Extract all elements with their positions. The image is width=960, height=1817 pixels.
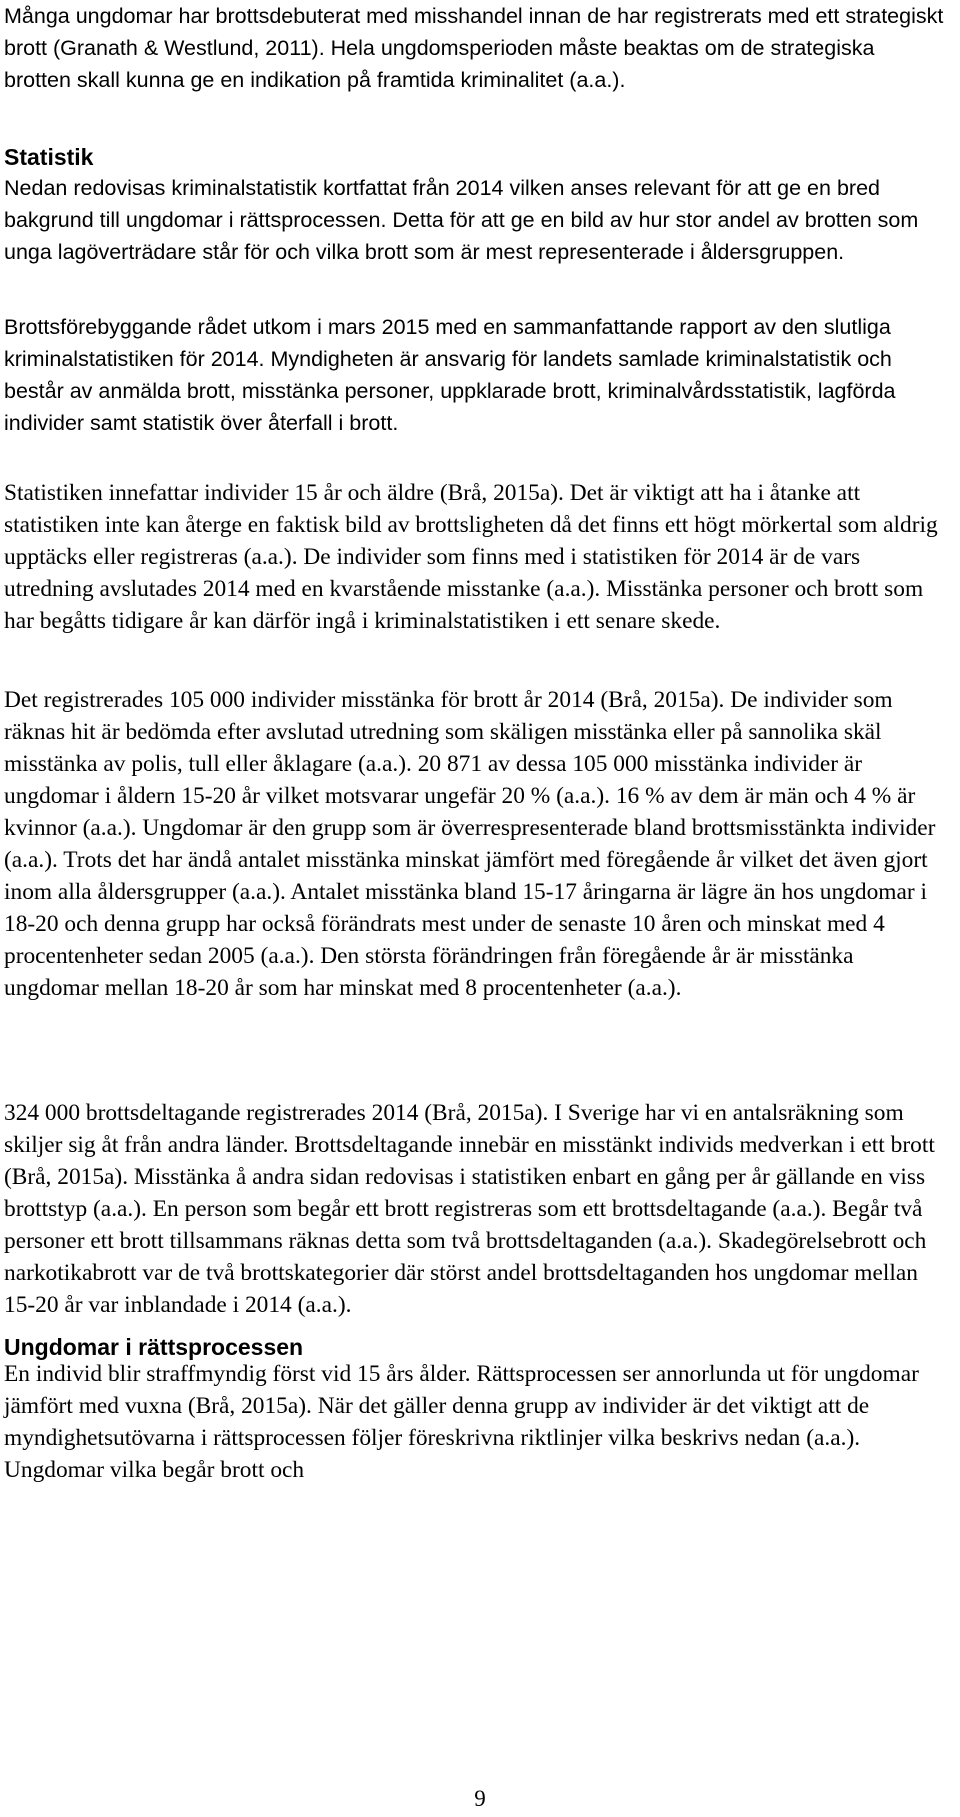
statistik-paragraph-2: Brottsförebyggande rådet utkom i mars 2015 med en sammanfattande rapport av den slutliga kriminalstatistiken för 2014. Myndigheten är ansvarig för landets samlade kriminalstatistik och består av anmälda brott, misstänka personer, uppklarade brott, kriminalvårdsstatistik, lagförda individer samt statistik över återfall i brott. xyxy=(4,315,896,435)
section-heading-statistik: Statistik xyxy=(4,144,94,170)
section-heading-ungdomar: Ungdomar i rättsprocessen xyxy=(4,1334,304,1360)
intro-paragraph: Många ungdomar har brottsdebuterat med misshandel innan de har registrerats med ett strategiskt brott (Granath & Westlund, 2011). Hela ungdomsperioden måste beaktas om de strategiska brotten skall kunna ge en indikation på framtida kriminalitet (a.a.). xyxy=(4,4,944,92)
ungdomar-paragraph-1: En individ blir straffmyndig först vid 15 års ålder. Rättsprocessen ser annorlunda ut för ungdomar jämfört med vuxna (Brå, 2015a). När det gäller denna grupp av individer är det viktigt att de myndighetsutövarna i rättsprocessen följer föreskrivna riktlinjer vilka beskrivs nedan (a.a.). Ungdomar vilka begår brott och xyxy=(4,1361,919,1483)
statistik-paragraph-4: Det registrerades 105 000 individer misstänka för brott år 2014 (Brå, 2015a). De individer som räknas hit är bedömda efter avslutad utredning som skäligen misstänka eller på sannolika skäl misstänka av polis, tull eller åklagare (a.a.). 20 871 av dessa 105 000 misstänka individer är ungdomar i åldern 15-20 år vilket motsvarar ungefär 20 % (a.a.). 16 % av dem är män och 4 % är kvinnor (a.a.). Ungdomar är den grupp som är överrespresenterade bland brottsmisstänkta individer (a.a.). Trots det har ändå antalet misstänka minskat jämfört med föregående år vilket det även gjort inom alla åldersgrupper (a.a.). Antalet misstänka bland 15-17 åringarna är lägre än hos ungdomar i 18-20 och denna grupp har också förändrats mest under de senaste 10 åren och minskat med 4 procentenheter sedan 2005 (a.a.). Den största förändringen från föregående år är misstänka ungdomar mellan 18-20 år som har minskat med 8 procentenheter (a.a.). xyxy=(4,687,936,1001)
statistik-paragraph-3: Statistiken innefattar individer 15 år och äldre (Brå, 2015a). Det är viktigt att ha i åtanke att statistiken inte kan återge en faktisk bild av brottsligheten då det finns ett högt mörkertal som aldrig upptäcks eller registreras (a.a.). De individer som finns med i statistiken för 2014 är de vars utredning avslutades 2014 med en kvarstående misstanke (a.a.). Misstänka personer och brott som har begåtts tidigare år kan därför ingå i kriminalstatistiken i ett senare skede. xyxy=(4,480,938,634)
statistik-paragraph-5: 324 000 brottsdeltagande registrerades 2014 (Brå, 2015a). I Sverige har vi en antalsräkning som skiljer sig åt från andra länder. Brottsdeltagande innebär en misstänkt individs medverkan i ett brott (Brå, 2015a). Misstänka å andra sidan redovisas i statistiken enbart en gång per år gällande en viss brottstyp (a.a.). En person som begår ett brott registreras som ett brottsdeltagande (a.a.). Begår två personer ett brott tillsammans räknas detta som två brottsdeltaganden (a.a.). Skadegörelsebrott och narkotikabrott var de två brottskategorier där störst andel brottsdeltaganden hos ungdomar mellan 15-20 år var inblandade i 2014 (a.a.). xyxy=(4,1100,935,1318)
page-number: 9 xyxy=(474,1786,486,1811)
statistik-paragraph-1: Nedan redovisas kriminalstatistik kortfattat från 2014 vilken anses relevant för att ge en bred bakgrund till ungdomar i rättsprocessen. Detta för att ge en bild av hur stor andel av brotten som unga lagöverträdare står för och vilka brott som är mest representerade i åldersgruppen. xyxy=(4,176,919,264)
